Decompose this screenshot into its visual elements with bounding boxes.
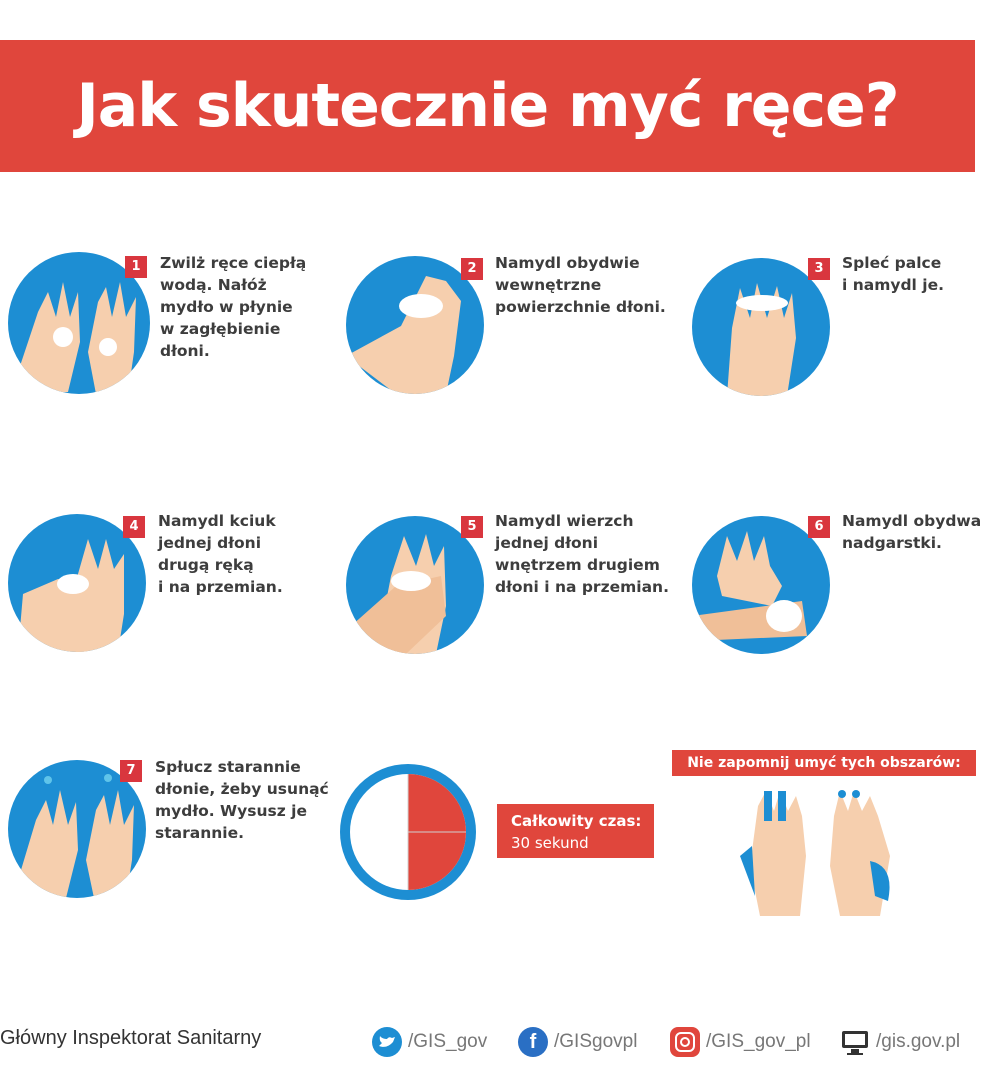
step-5-text: Namydl wierzch jednej dłoni wnętrzem drugiem dłoni i na przemian. [495, 512, 669, 596]
missed-areas-hands-icon [730, 786, 910, 916]
step-4-text: Namydl kciuk jednej dłoni drugą ręką i na przemian. [158, 512, 283, 596]
step-7-number: 7 [120, 760, 142, 782]
monitor-icon [840, 1027, 870, 1057]
step-6-text: Namydl obydwa nadgarstki. [842, 512, 982, 552]
facebook-handle: /GISgovpl [554, 1031, 638, 1052]
step-1-text: Zwilż ręce ciepłą wodą. Nałóż mydło w płynie w zagłębienie dłoni. [160, 254, 307, 360]
total-time-value: 30 sekund [511, 834, 589, 852]
step-3-text: Spleć palce i namydl je. [842, 254, 944, 294]
step-5-number: 5 [461, 516, 483, 538]
instagram-icon [670, 1027, 700, 1057]
step-1-number: 1 [125, 256, 147, 278]
step-4-number: 4 [123, 516, 145, 538]
twitter-handle: /GIS_gov [408, 1031, 488, 1052]
facebook-icon: f [518, 1027, 548, 1057]
organization-name: Główny Inspektorat Sanitarny [0, 1027, 262, 1049]
instagram-handle: /GIS_gov_pl [706, 1031, 811, 1052]
page-title: Jak skutecznie myć ręce? [76, 71, 899, 141]
step-7-text: Spłucz starannie dłonie, żeby usunąć mydło. Wysusz je starannie. [155, 758, 329, 842]
step-2-text: Namydl obydwie wewnętrzne powierzchnie dłoni. [495, 254, 666, 316]
total-time-label: Całkowity czas: [511, 812, 642, 830]
website-link[interactable] [840, 1027, 960, 1057]
total-time-box [497, 804, 654, 858]
twitter-link[interactable] [372, 1027, 487, 1057]
timer-clock-icon [336, 760, 480, 904]
step-6-number: 6 [808, 516, 830, 538]
website-url: /gis.gov.pl [876, 1031, 961, 1052]
twitter-icon [372, 1027, 402, 1057]
reminder-label: Nie zapomnij umyć tych obszarów: [672, 750, 976, 776]
instagram-link[interactable] [670, 1027, 811, 1057]
step-2-number: 2 [461, 258, 483, 280]
step-3-number: 3 [808, 258, 830, 280]
facebook-link[interactable] [518, 1027, 637, 1057]
